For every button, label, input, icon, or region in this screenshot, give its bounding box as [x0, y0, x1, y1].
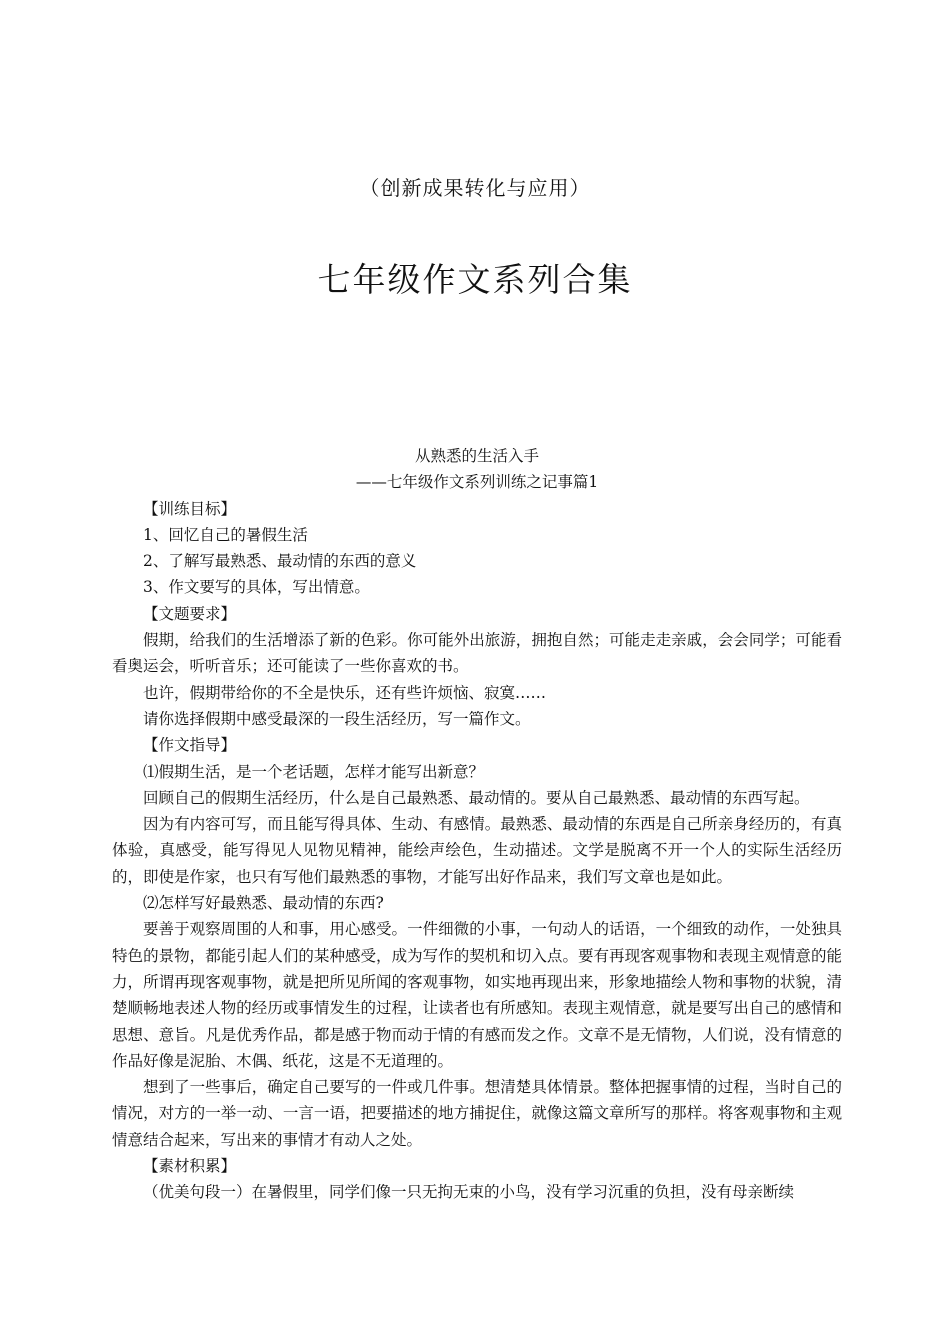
section-heading-guidance: 【作文指导】: [143, 736, 237, 755]
requirements-paragraph: 也许，假期带给你的不全是快乐，还有些许烦恼、寂寞……: [143, 683, 547, 702]
guidance-paragraph: 回顾自己的假期生活经历，什么是自己最熟悉、最动情的。要从自己最熟悉、最动情的东西写起。: [143, 788, 810, 807]
section-heading-materials: 【素材积累】: [143, 1157, 237, 1176]
goal-item: 2、了解写最熟悉、最动情的东西的意义: [143, 552, 417, 571]
requirements-paragraph: 请你选择假期中感受最深的一段生活经历，写一篇作文。: [143, 709, 531, 728]
cover-title: 七年级作文系列合集: [317, 260, 633, 299]
materials-paragraph: （优美句段一）在暑假里，同学们像一只无拘无束的小鸟，没有学习沉重的负担，没有母亲断续: [143, 1183, 795, 1202]
section-heading-requirements: 【文题要求】: [143, 604, 237, 623]
guidance-paragraph: 要善于观察周围的人和事，用心感受。一件细微的小事，一句动人的话语，一个细致的动作，一处独具特色的景物，都能引起人们的某种感受，成为写作的契机和切入点。要有再现客观事物和表现主观情意的能力，所谓再现客观事物，就是把所见所闻的客观事物，如实地再现出来，形象地描绘人物和事物的状貌，清楚顺畅地表述人物的经历或事情发生的过程，让读者也有所感知。表现主观情意，就是要写出自己的感情和思想、意旨。凡是优秀作品，都是感于物而动于情的有感而发之作。文章不是无情物，人们说，没有情意的作品好像是泥胎、木偶、纸花，这是不无道理的。: [112, 920, 842, 1070]
article-title: 从熟悉的生活入手: [414, 447, 539, 465]
requirements-paragraph: 假期，给我们的生活增添了新的色彩。你可能外出旅游，拥抱自然；可能走走亲戚，会会同学；可能看看奥运会，听听音乐；还可能读了一些你喜欢的书。: [112, 631, 842, 676]
cover-subtitle: （创新成果转化与应用）: [359, 176, 591, 200]
guidance-paragraph: 想到了一些事后，确定自己要写的一件或几件事。想清楚具体情景。整体把握事情的过程，当时自己的情况，对方的一举一动、一言一语，把要描述的地方捕捉住，就像这篇文章所写的那样。将客观事物和主观情意结合起来，写出来的事情才有动人之处。: [112, 1078, 842, 1149]
guidance-paragraph: ⑴假期生活，是一个老话题，怎样才能写出新意？: [143, 762, 485, 781]
section-heading-training-goals: 【训练目标】: [143, 499, 237, 518]
guidance-paragraph: 因为有内容可写，而且能写得具体、生动、有感情。最熟悉、最动情的东西是自己所亲身经历的，有真体验，真感受，能写得见人见物见精神，能绘声绘色，生动描述。文学是脱离不开一个人的实际生活经历的，即使是作家，也只有写他们最熟悉的事物，才能写出好作品来，我们写文章也是如此。: [112, 815, 842, 886]
goal-item: 3、作文要写的具体，写出情意。: [143, 578, 370, 597]
guidance-paragraph: ⑵怎样写好最熟悉、最动情的东西?: [143, 894, 384, 913]
goal-item: 1、回忆自己的暑假生活: [143, 525, 308, 544]
article-subtitle: ——七年级作文系列训练之记事篇1: [355, 473, 599, 492]
article: [112, 443, 842, 1206]
